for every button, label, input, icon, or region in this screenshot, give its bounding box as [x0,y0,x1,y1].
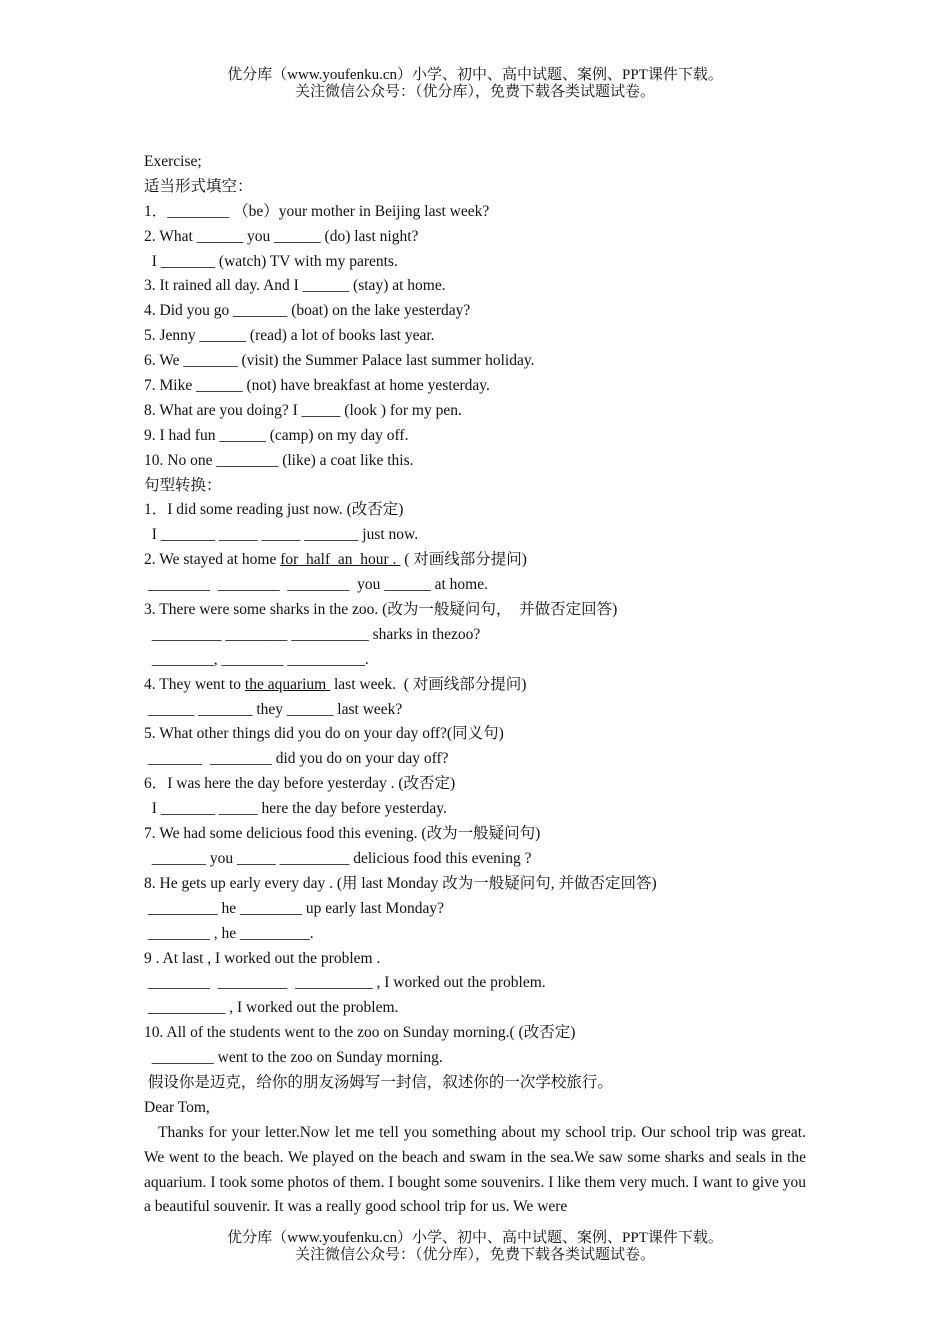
section2-title: 句型转换： [144,476,222,494]
s2-item: 10. All of the students went to the zoo on Sunday morning.( (改否定) [144,1024,576,1042]
letter-body: Thanks for your letter.Now let me tell you something about my school trip. Our school trip was great. We went to the beach. We played on the beach and swam in the sea.We saw some sharks and seals in the aquarium. I took some photos of them. I bought some souvenirs. I like them very much. I want to give you a beautiful souvenir. It was a really good school trip for us. We were [144,1123,806,1216]
s2-item: 6．I was here the day before yesterday . (改否定) [144,775,456,793]
writing-prompt: 假设你是迈克，给你的朋友汤姆写一封信，叙述你的一次学校旅行。 [144,1073,613,1091]
section1-title: 适当形式填空： [144,177,253,195]
s2-item-text: 4. They went to [144,675,245,693]
s2-item: _________ he ________ up early last Monday? [144,899,445,917]
s2-item: ________ _________ __________ , I worked out the problem. [144,974,546,992]
underlined-phrase: for half an hour . [280,551,401,569]
s2-item: ________ went to the zoo on Sunday morning. [144,1049,443,1067]
s2-item-text: 2. We stayed at home [144,551,281,569]
letter-greeting: Dear Tom, [144,1098,210,1116]
s2-item: 9 . At last , I worked out the problem . [144,949,381,967]
s1-item: I _______ (watch) TV with my parents. [144,252,398,270]
s2-item: 7. We had some delicious food this evening. (改为一般疑问句) [144,825,541,843]
s1-item: 5. Jenny ______ (read) a lot of books last year. [144,327,435,345]
s1-item: 8. What are you doing? I _____ (look ) for my pen. [144,401,462,419]
underlined-phrase: the aquarium [244,675,331,693]
s2-item [144,673,806,698]
s2-item: 8. He gets up early every day . (用 last Monday 改为一般疑问句, 并做否定回答) [144,874,657,892]
s2-item-text: last week. ( 对画线部分提问) [330,675,527,693]
page-footer [0,1230,950,1264]
s1-item: 4. Did you go _______ (boat) on the lake yesterday? [144,302,471,320]
header-line-2: 关注微信公众号：（优分库），免费下载各类试题试卷。 [294,84,655,100]
footer-line-2: 关注微信公众号：（优分库），免费下载各类试题试卷。 [294,1247,655,1263]
header-line-1: 优分库（www.youfenku.cn）小学、初中、高中试题、案例、PPT课件下载。 [227,67,723,83]
s2-item: 1．I did some reading just now. (改否定) [144,501,404,519]
s1-item: 6. We _______ (visit) the Summer Palace last summer holiday. [144,352,535,370]
s2-item: ________ , he _________. [144,924,314,942]
s2-item: _______ you _____ _________ delicious food this evening ? [144,849,532,867]
page-header [0,67,950,101]
s1-item: 9. I had fun ______ (camp) on my day off. [144,426,409,444]
s2-item: __________ , I worked out the problem. [144,999,399,1017]
s1-item: 3. It rained all day. And I ______ (stay) at home. [144,277,446,295]
s2-item: ________, ________ __________. [144,650,369,668]
exercise-title: Exercise; [144,153,202,170]
s2-item: ______ _______ they ______ last week? [144,700,403,718]
s2-item: 3. There were some sharks in the zoo. (改为一般疑问句， 并做否定回答) [144,601,618,619]
s1-item: 10. No one ________ (like) a coat like this. [144,451,414,469]
document-body [144,150,806,1220]
s2-item: I _______ _____ _____ _______ just now. [144,526,419,544]
s2-item [144,548,806,573]
s2-item: I _______ _____ here the day before yesterday. [144,800,447,818]
footer-line-1: 优分库（www.youfenku.cn）小学、初中、高中试题、案例、PPT课件下载。 [227,1230,723,1246]
s1-item: 7. Mike ______ (not) have breakfast at home yesterday. [144,377,490,395]
s2-item: _______ ________ did you do on your day off? [144,750,449,768]
s2-item-text: ( 对画线部分提问) [400,551,527,569]
s1-item: 2. What ______ you ______ (do) last night? [144,227,419,245]
s1-item: 1．________ （be）your mother in Beijing last week? [144,202,490,220]
s2-item: 5. What other things did you do on your day off?(同义句) [144,725,504,743]
s2-item: ________ ________ ________ you ______ at home. [144,576,488,594]
s2-item: _________ ________ __________ sharks in thezoo? [144,625,481,643]
